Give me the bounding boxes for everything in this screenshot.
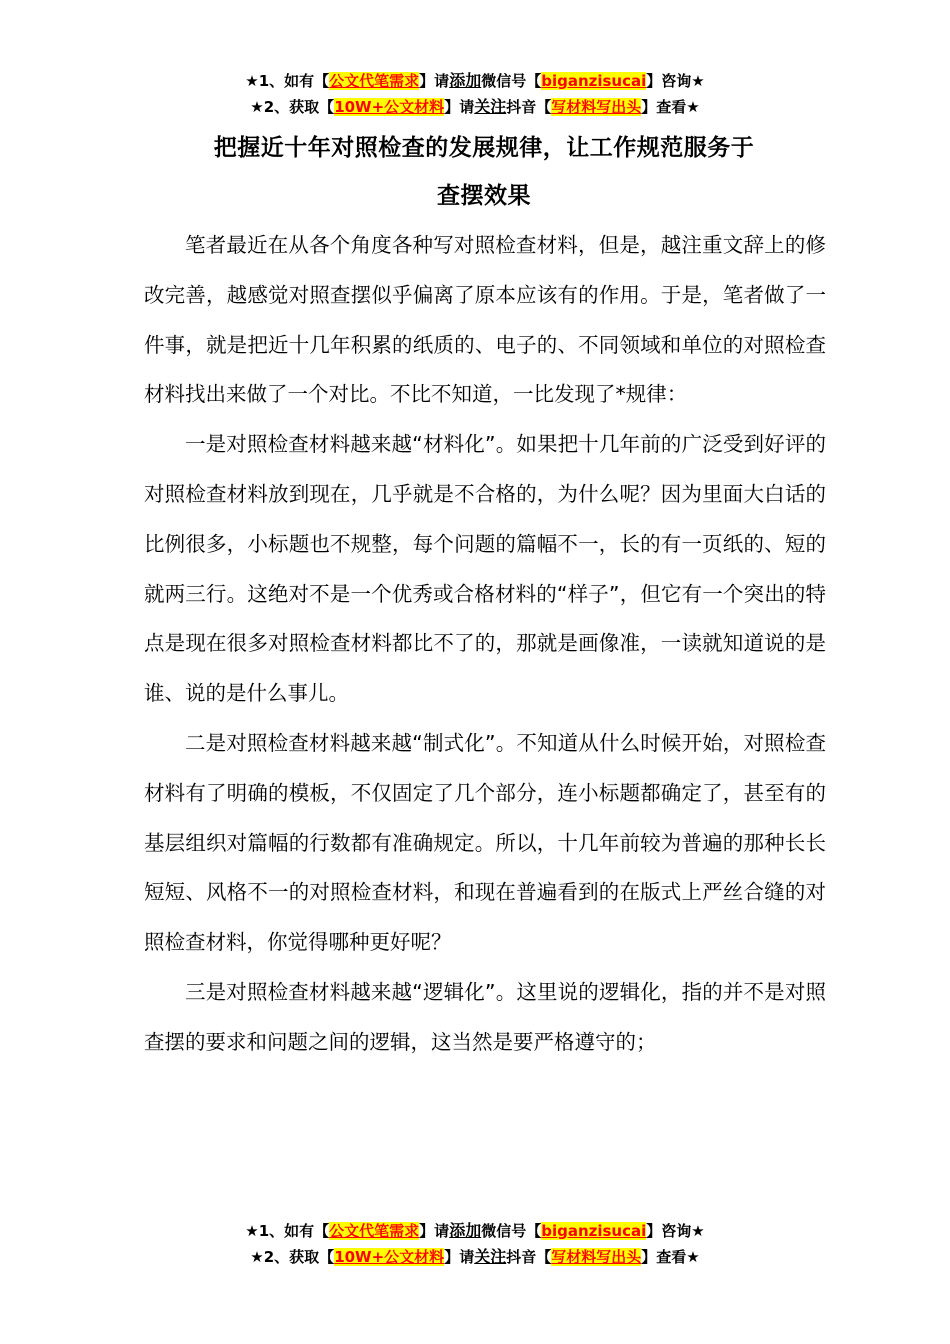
document-body	[144, 221, 826, 1068]
banner-text: ★2、获取【	[250, 1248, 335, 1266]
header-banner-line-2	[0, 94, 950, 120]
banner-text: 】咨询★	[646, 72, 705, 90]
banner-text: 抖音【	[506, 98, 552, 116]
banner-emphasis: 关注	[474, 1247, 507, 1266]
banner-text: ★2、获取【	[250, 98, 335, 116]
footer-banner	[0, 1218, 950, 1270]
highlight-douyin-account: 写材料写出头	[551, 1248, 642, 1266]
paragraph-point-1: 一是对照检查材料越来越“材料化”。如果把十几年前的广泛受到好评的对照检查材料放到现在，几乎就是不合格的，为什么呢？因为里面大白话的比例很多，小标题也不规整，每个问题的篇幅不一，长的有一页纸的、短的就两三行。这绝对不是一个优秀或合格材料的“样子”，但它有一个突出的特点是现在很多对照检查材料都比不了的，那就是画像准，一读就知道说的是谁、说的是什么事儿。	[144, 432, 826, 706]
highlight-materials: 10W+公文材料	[334, 98, 445, 116]
banner-text: ★1、如有【	[245, 72, 330, 90]
highlight-wechat-id: biganzisucai	[541, 1222, 647, 1240]
header-banner-line-1	[0, 68, 950, 94]
title-line-2: 查摆效果	[437, 183, 531, 209]
banner-text: 】查看★	[641, 1248, 700, 1266]
highlight-service: 公文代笔需求	[329, 1222, 420, 1240]
header-banner	[0, 68, 950, 120]
banner-text: 】请	[444, 1248, 475, 1266]
highlight-service: 公文代笔需求	[329, 72, 420, 90]
footer-banner-line-2	[0, 1244, 950, 1270]
banner-emphasis: 关注	[474, 97, 507, 116]
banner-text: 抖音【	[506, 1248, 552, 1266]
banner-text: 】请	[419, 1222, 450, 1240]
paragraph-intro: 笔者最近在从各个角度各种写对照检查材料，但是，越注重文辞上的修改完善，越感觉对照查摆似乎偏离了原本应该有的作用。于是，笔者做了一件事，就是把近十几年积累的纸质的、电子的、不同领域和单位的对照检查材料找出来做了一个对比。不比不知道，一比发现了*规律：	[144, 233, 826, 407]
highlight-douyin-account: 写材料写出头	[551, 98, 642, 116]
banner-text: 】请	[444, 98, 475, 116]
banner-text: ★1、如有【	[245, 1222, 330, 1240]
banner-text: 微信号【	[481, 72, 542, 90]
title-line-1: 把握近十年对照检查的发展规律，让工作规范服务于	[213, 135, 755, 161]
banner-text: 微信号【	[481, 1222, 542, 1240]
banner-text: 】请	[419, 72, 450, 90]
footer-banner-line-1	[0, 1218, 950, 1244]
banner-emphasis: 添加	[449, 71, 482, 90]
highlight-wechat-id: biganzisucai	[541, 72, 647, 90]
banner-emphasis: 添加	[449, 1221, 482, 1240]
banner-text: 】查看★	[641, 98, 700, 116]
paragraph-point-3: 三是对照检查材料越来越“逻辑化”。这里说的逻辑化，指的并不是对照查摆的要求和问题之间的逻辑，这当然是要严格遵守的；	[144, 979, 826, 1054]
highlight-materials: 10W+公文材料	[334, 1248, 445, 1266]
paragraph-point-2: 二是对照检查材料越来越“制式化”。不知道从什么时候开始，对照检查材料有了明确的模板，不仅固定了几个部分，连小标题都确定了，甚至有的基层组织对篇幅的行数都有准确规定。所以，十几年前较为普遍的那种长长短短、风格不一的对照检查材料，和现在普遍看到的在版式上严丝合缝的对照检查材料，你觉得哪种更好呢？	[144, 730, 826, 955]
document-title	[144, 124, 824, 220]
banner-text: 】咨询★	[646, 1222, 705, 1240]
